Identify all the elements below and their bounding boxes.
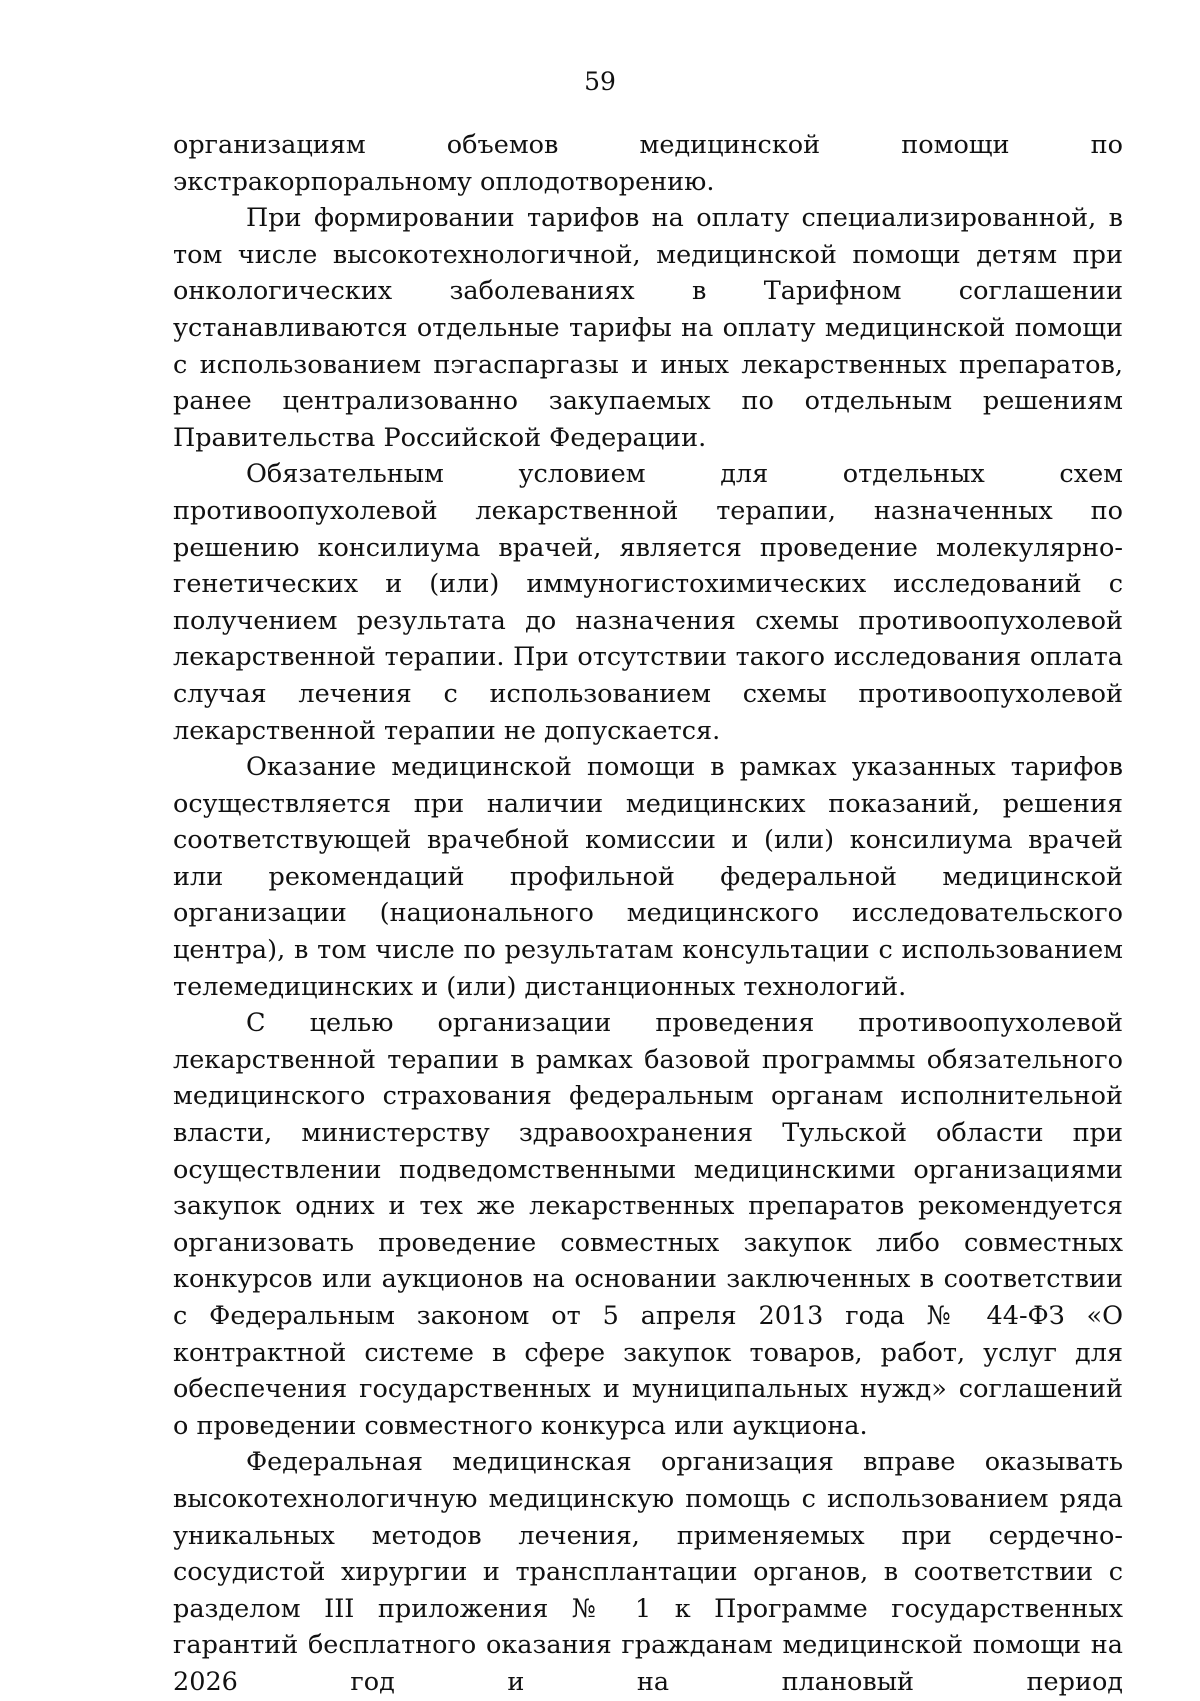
paragraph-continuation: организациям объемов медицинской помощи по экстракорпоральному оплодотворению. (173, 130, 1123, 197)
document-body (173, 127, 1123, 1701)
paragraph-joint-procurement: С целью организации проведения противоопухолевой лекарственной терапии в рамках базовой программы обязательного медицинского страхования федеральным органам исполнительной власти, министерству здравоохранения Тульской области при осуществлении подведомственными медицинскими организациями закупок одних и тех же лекарственных препаратов рекомендуется организовать проведение совместных закупок либо совместных конкурсов или аукционов на основании заключенных в соответствии с Федеральным законом от 5 апреля 2013 года № 44-ФЗ «О контрактной системе в сфере закупок товаров, работ, услуг для обеспечения государственных и муниципальных нужд» соглашений о проведении совместного конкурса или аукциона. (173, 1008, 1123, 1441)
paragraph-federal-organization: Федеральная медицинская организация вправе оказывать высокотехнологичную медицинскую помощь с использованием ряда уникальных методов лечения, применяемых при сердечно-сосудистой хирургии и трансплантации органов, в соответствии с разделом III приложения № 1 к Программе государственных гарантий бесплатного оказания гражданам медицинской помощи на 2026 год и на плановый период (173, 1447, 1123, 1697)
paragraph-mandatory-condition: Обязательным условием для отдельных схем противоопухолевой лекарственной терапии, назначенных по решению консилиума врачей, является проведение молекулярно-генетических и (или) иммуногистохимических исследований с получением результата до назначения схемы противоопухолевой лекарственной терапии. При отсутствии такого исследования оплата случая лечения с использованием схемы противоопухолевой лекарственной терапии не допускается. (173, 459, 1123, 746)
page-number: 59 (584, 67, 616, 96)
paragraph-care-provision: Оказание медицинской помощи в рамках указанных тарифов осуществляется при наличии медицинских показаний, решения соответствующей врачебной комиссии и (или) консилиума врачей или рекомендаций профильной федеральной медицинской организации (национального медицинского исследовательского центра), в том числе по результатам консультации с использованием телемедицинских и (или) дистанционных технологий. (173, 752, 1123, 1002)
paragraph-tariffs-oncology: При формировании тарифов на оплату специализированной, в том числе высокотехнологичной, медицинской помощи детям при онкологических заболеваниях в Тарифном соглашении устанавливаются отдельные тарифы на оплату медицинской помощи с использованием пэгаспаргазы и иных лекарственных препаратов, ранее централизованно закупаемых по отдельным решениям Правительства Российской Федерации. (173, 203, 1123, 453)
